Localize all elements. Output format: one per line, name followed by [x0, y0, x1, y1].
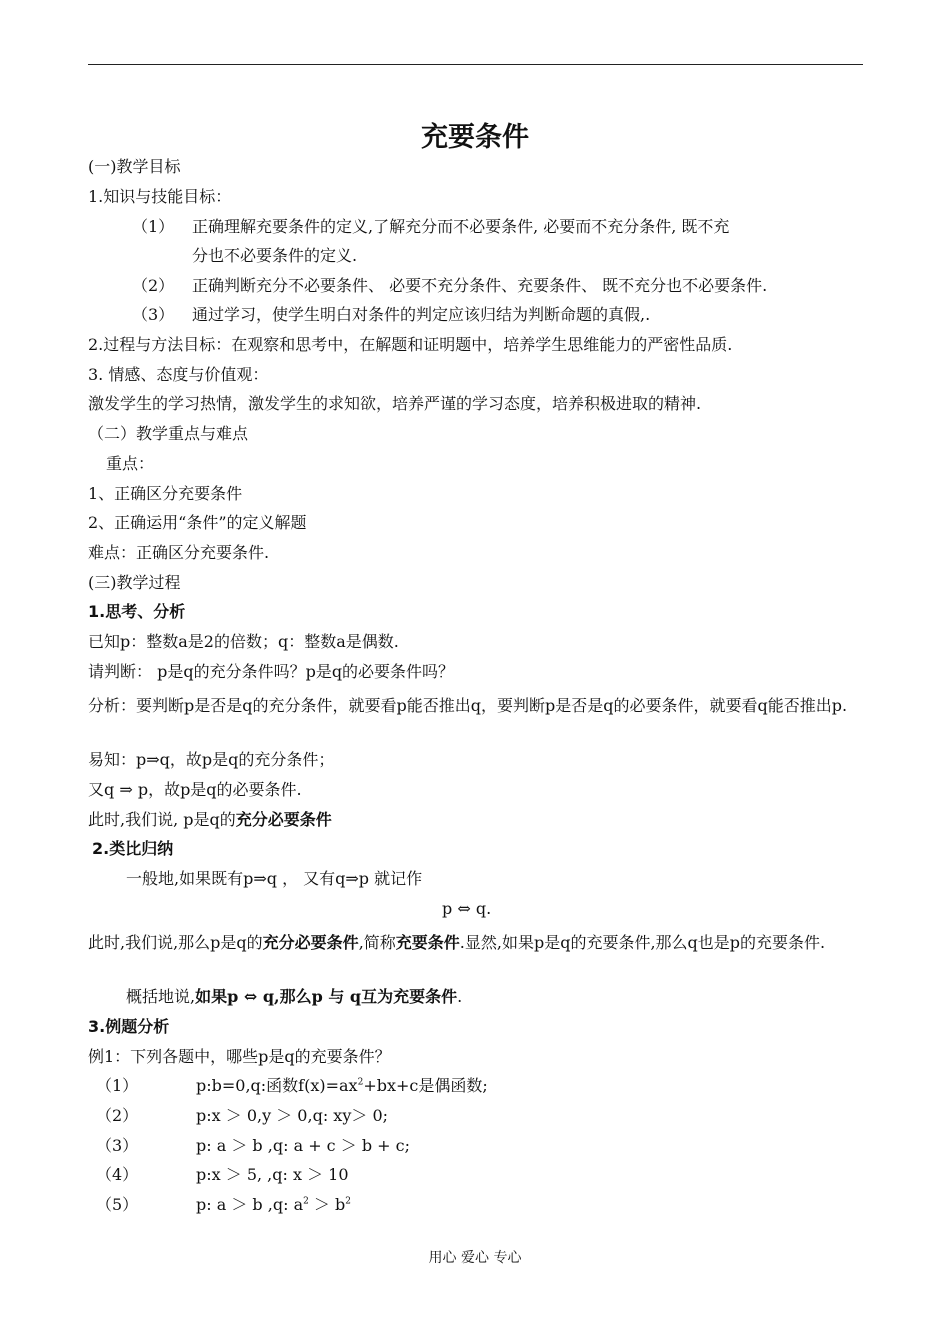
example-item-2: [96, 1106, 388, 1126]
example-item-3-text: p: a ＞ b ,q: a + c ＞ b + c;: [196, 1136, 410, 1155]
example-item-1-number: （1）: [96, 1076, 139, 1095]
paragraph-summary: [126, 987, 462, 1007]
example-item-5-exponent-1: 2: [303, 1196, 309, 1207]
document-title: 充要条件: [421, 122, 529, 153]
page-footer: 用心 爱心 专心: [428, 1250, 522, 1266]
summary-text-1: 概括地说,: [126, 987, 196, 1006]
paragraph-easy-know: 易知：p⇒q，故p是q的充分条件；: [88, 750, 335, 769]
example-item-5-number: （5）: [96, 1195, 139, 1214]
paragraph-judge: 请判断： p是q的充分条件吗？p是q的必要条件吗？: [88, 662, 455, 681]
goal-1c-number: （3）: [132, 305, 175, 324]
goal-1b-number: （2）: [132, 276, 175, 295]
example-item-1-text-b: +bx+c是偶函数;: [363, 1076, 488, 1095]
goal-3: 3. 情感、态度与价值观：: [88, 365, 269, 384]
key-point-2: 2、正确运用“条件”的定义解题: [88, 513, 307, 532]
goal-2: 2.过程与方法目标：在观察和思考中，在解题和证明题中，培养学生思维能力的严密性品质.: [88, 335, 733, 354]
paragraph-definition: [88, 928, 866, 958]
header-rule: [88, 64, 863, 65]
summary-text-2: .: [457, 987, 463, 1006]
paragraph-known: 已知p：整数a是2的倍数；q：整数a是偶数.: [88, 632, 399, 651]
goal-1: 1.知识与技能目标：: [88, 187, 232, 206]
summary-emphasis: 如果p ⇔ q,那么p 与 q互为充要条件: [195, 987, 458, 1006]
section-heading-1: (一)教学目标: [88, 157, 181, 176]
subheading-think-analyze: 1.思考、分析: [88, 602, 186, 621]
example-item-4: [96, 1165, 349, 1185]
example-item-5-text-a: p: a ＞ b ,q: a: [196, 1195, 304, 1214]
paragraph-also: 又q ⇒ p，故p是q的必要条件.: [88, 780, 302, 799]
definition-text-3: .显然,如果p是q的充要条件,那么q也是p的充要条件.: [459, 933, 826, 952]
goal-1a-line2: 分也不必要条件的定义.: [192, 246, 358, 265]
paragraph-generally: 一般地,如果既有p⇒q ， 又有q⇒p 就记作: [126, 869, 423, 888]
example-item-2-number: （2）: [96, 1106, 139, 1125]
example-item-3: [96, 1136, 410, 1156]
goal-3-text: 激发学生的学习热情，激发学生的求知欲，培养严谨的学习态度，培养积极进取的精神.: [88, 394, 702, 413]
formula-equivalence: p ⇔ q.: [442, 899, 492, 918]
goal-1b: 正确判断充分不必要条件、 必要不充分条件、充要条件、 既不充分也不必要条件.: [192, 276, 768, 295]
example-item-4-text: p:x ＞ 5, ,q: x ＞ 10: [196, 1165, 349, 1184]
paragraph-analysis: 分析：要判断p是否是q的充分条件，就要看p能否推出q，要判断p是否是q的必要条件，就要看q能否推出p.: [88, 696, 848, 715]
definition-emphasis-2: 充要条件: [395, 933, 460, 952]
subheading-examples: 3.例题分析: [88, 1017, 170, 1036]
conclusion-emphasis: 充分必要条件: [235, 810, 332, 829]
key-point-label: 重点：: [106, 454, 155, 473]
goal-1c: 通过学习，使学生明白对条件的判定应该归结为判断命题的真假,.: [192, 305, 651, 324]
example-item-5: [96, 1195, 351, 1215]
key-point-1: 1、正确区分充要条件: [88, 484, 243, 503]
example-item-5-text-b: ＞ b: [308, 1195, 346, 1214]
example-item-2-text: p:x ＞ 0,y ＞ 0,q: xy＞ 0;: [196, 1106, 389, 1125]
section-heading-2: （二）教学重点与难点: [88, 424, 249, 443]
example-1-prompt: 例1：下列各题中，哪些p是q的充要条件？: [88, 1047, 391, 1066]
subheading-analogy: 2.类比归纳: [92, 839, 174, 858]
goal-1a-line1: 正确理解充要条件的定义,了解充分而不必要条件, 必要而不充分条件, 既不充: [192, 217, 730, 236]
definition-emphasis-1: 充分必要条件: [262, 933, 359, 952]
definition-text-2: ,简称: [358, 933, 396, 952]
example-item-1-text-a: p:b=0,q:函数f(x)=ax: [196, 1076, 358, 1095]
section-heading-3: (三)教学过程: [88, 573, 181, 592]
goal-1a-number: （1）: [132, 217, 175, 236]
difficulty: 难点：正确区分充要条件.: [88, 543, 270, 562]
example-item-1-exponent: 2: [357, 1077, 364, 1088]
example-item-3-number: （3）: [96, 1136, 139, 1155]
definition-text-1: 此时,我们说,那么p是q的: [88, 933, 263, 952]
example-item-5-exponent-2: 2: [345, 1196, 351, 1207]
paragraph-conclusion: [88, 810, 332, 830]
conclusion-text: 此时,我们说, p是q的: [88, 810, 236, 829]
example-item-4-number: （4）: [96, 1165, 139, 1184]
example-item-1: [96, 1076, 488, 1096]
